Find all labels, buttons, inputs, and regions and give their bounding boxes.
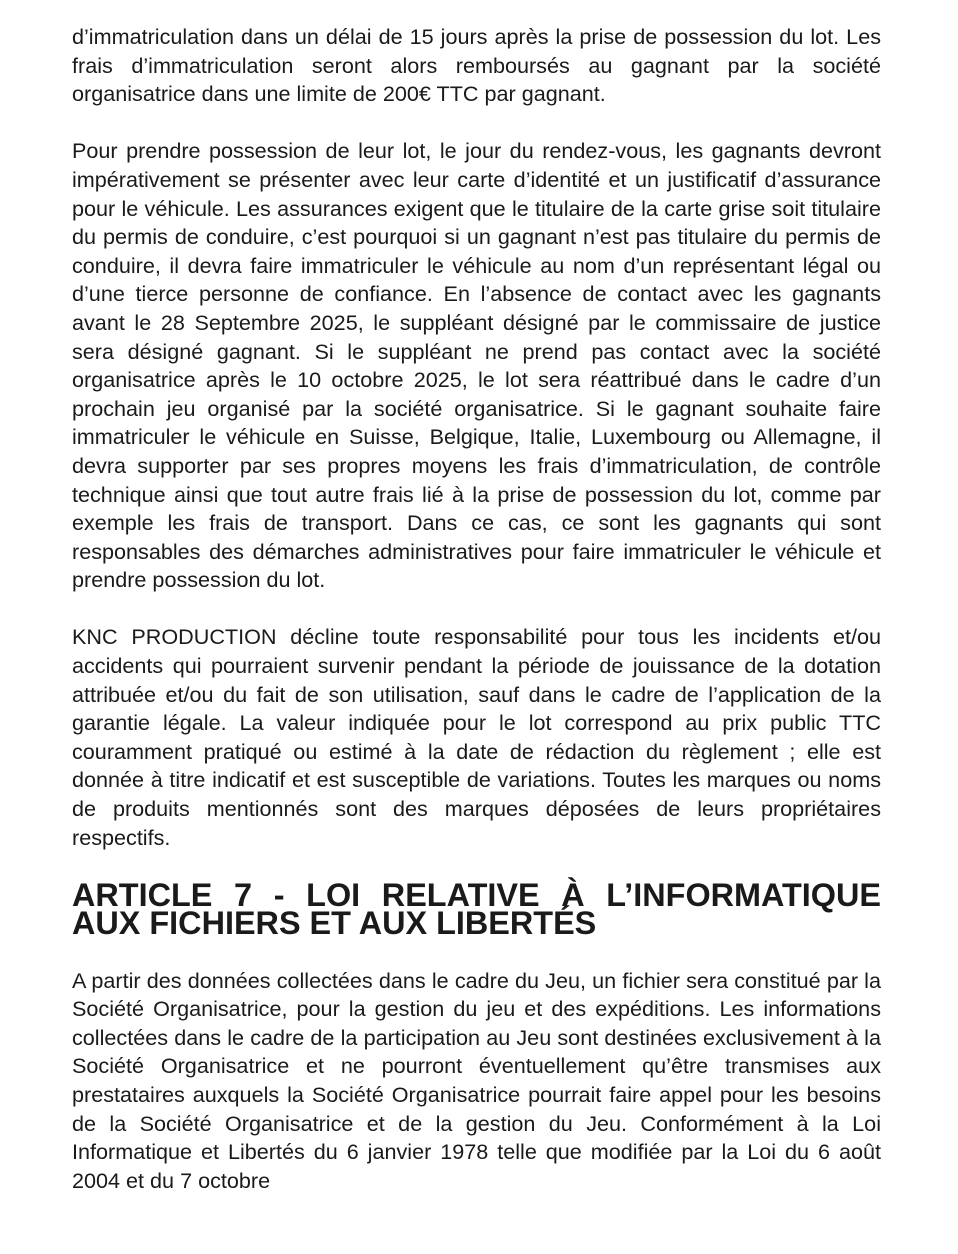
paragraph-taking-possession: Pour prendre possession de leur lot, le jour du rendez-vous, les gagnants devront impérativement se présenter avec leur carte d’identité et un justificatif d’assurance pour le véhicule. Les assurances exigent que le titulaire de la carte grise soit titulaire du permis de conduire, c’est pourquoi si un gagnant n’est pas titulaire du permis de conduire, il devra faire immatriculer le véhicule au nom d’un représentant légal ou d’une tierce personne de confiance. En l’absence de contact avec les gagnants avant le 28 Septembre 2025, le suppléant désigné par le commissaire de justice sera désigné gagnant. Si le suppléant ne prend pas contact avec la société organisatrice après le 10 octobre 2025, le lot sera réattribué dans le cadre d’un prochain jeu organisé par la société organisatrice. Si le gagnant souhaite faire immatriculer le véhicule en Suisse, Belgique, Italie, Luxembourg ou Allemagne, il devra supporter par ses propres moyens les frais d’immatriculation, de contrôle technique ainsi que tout autre frais lié à la prise de possession du lot, comme par exemple les frais de transport. Dans ce cas, ce sont les gagnants qui sont responsables des démarches administratives pour faire immatriculer le véhicule et prendre possession du lot.: [72, 138, 881, 593]
paragraph-data-collection: A partir des données collectées dans le cadre du Jeu, un fichier sera constitué par la Société Organisatrice, pour la gestion du jeu et des expéditions. Les informations collectées dans le cadre de la participation au Jeu sont destinées exclusivement à la Société Organisatrice et ne pourront éventuellement qu’être transmises aux prestataires auxquels la Société Organisatrice pourrait faire appel pour les besoins de la Société Organisatrice et de la gestion du Jeu. Conformément à la Loi Informatique et Libertés du 6 janvier 1978 telle que modifiée par la Loi du 6 août 2004 et du 7 octobre: [72, 967, 881, 1193]
document-page: [72, 23, 881, 1224]
paragraph-liability-disclaimer: KNC PRODUCTION décline toute responsabilité pour tous les incidents et/ou accidents qui pourraient survenir pendant la période de jouissance de la dotation attribuée et/ou du fait de son utilisation, sauf dans le cadre de l’application de la garantie légale. La valeur indiquée pour le lot correspond au prix public TTC couramment pratiqué ou estimé à la date de rédaction du règlement ; elle est donnée à titre indicatif et est susceptible de variations. Toutes les marques ou noms de produits mentionnés sont des marques déposées de leurs propriétaires respectifs.: [72, 624, 881, 850]
article-7-heading: ARTICLE 7 - LOI RELATIVE À L’INFORMATIQUE AUX FICHIERS ET AUX LIBERTÉS: [72, 876, 881, 942]
paragraph-registration-refund: d’immatriculation dans un délai de 15 jours après la prise de possession du lot. Les frais d’immatriculation seront alors remboursés au gagnant par la société organisatrice dans une limite de 200€ TTC par gagnant.: [72, 24, 881, 107]
